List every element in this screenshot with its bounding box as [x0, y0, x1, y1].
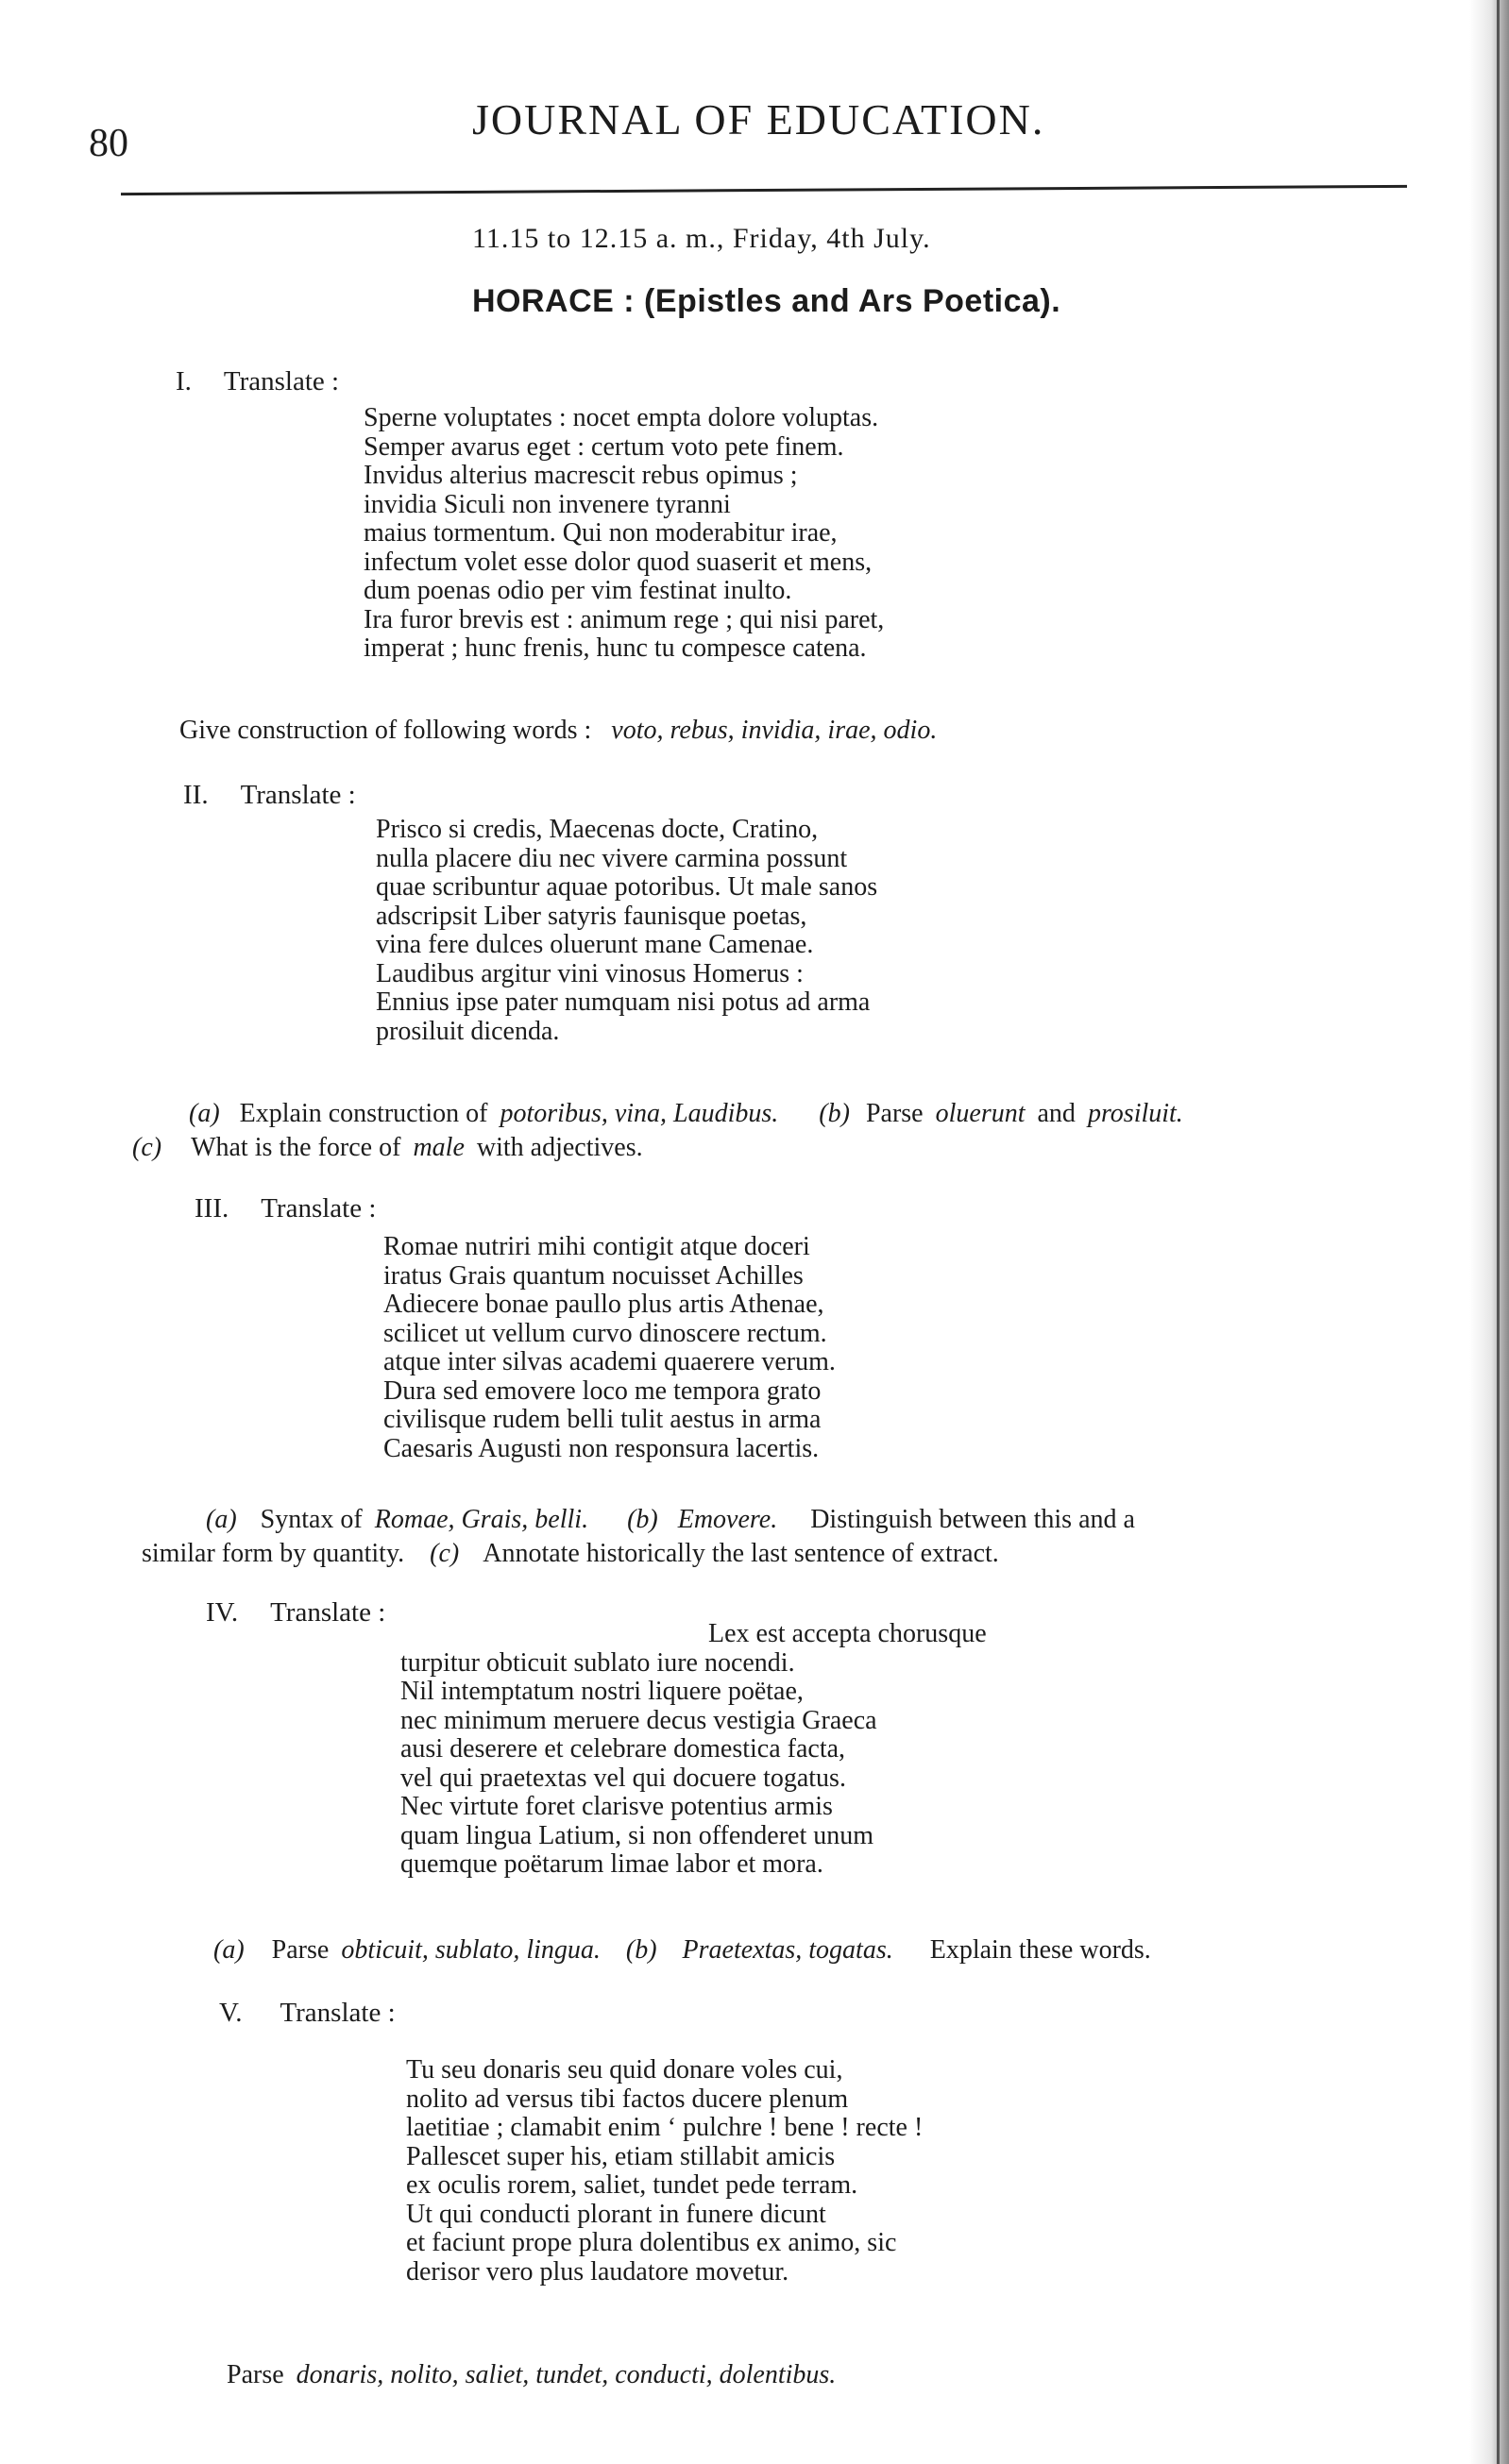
verse-line: civilisque rudem belli tulit aestus in arma — [383, 1405, 822, 1434]
session-time: 11.15 to 12.15 a. m., Friday, 4th July. — [472, 223, 931, 254]
verse-line: Romae nutriri mihi contigit atque doceri — [383, 1232, 810, 1261]
question-3-note-c — [142, 1539, 999, 1569]
verse-line: adscripsit Liber satyris faunisque poetas, — [376, 901, 807, 931]
note-label: (b) — [625, 1935, 657, 1965]
verse-line: maius tormentum. Qui non moderabitur irae, — [364, 518, 838, 548]
note-label: (b) — [819, 1099, 850, 1128]
note-text: Give construction of following words : — [179, 716, 592, 745]
verse-line: et faciunt prope plura dolentibus ex animo, sic — [406, 2228, 897, 2257]
question-3-instruction: Translate : — [261, 1193, 377, 1224]
note-words: potoribus, vina, Laudibus. — [500, 1099, 779, 1128]
verse-line: scilicet ut vellum curvo dinoscere rectum. — [383, 1318, 827, 1348]
verse-line: Dura sed emovere loco me tempora grato — [383, 1375, 822, 1406]
note-label: (b) — [627, 1505, 658, 1534]
note-words: prosiluit. — [1087, 1099, 1183, 1128]
verse-line: ex oculis rorem, saliet, tundet pede terram. — [406, 2170, 858, 2200]
question-1-header — [176, 366, 339, 397]
verse-line: invidia Siculi non invenere tyranni — [364, 489, 731, 519]
verse-line: Lex est accepta chorusque — [708, 1619, 987, 1648]
note-label: (a) — [213, 1935, 245, 1965]
note-label: (c) — [132, 1133, 162, 1162]
note-label: (a) — [189, 1099, 220, 1128]
verse-line: nolito ad versus tibi factos ducere plenum — [406, 2084, 849, 2114]
note-label: (c) — [430, 1539, 460, 1568]
verse-line: Nec virtute foret clarisve potentius armis — [400, 1792, 833, 1821]
verse-line: Sperne voluptates : nocet empta dolore voluptas. — [364, 403, 879, 432]
question-4-verse — [400, 1620, 987, 1880]
note-text: Parse — [227, 2360, 284, 2389]
note-text: Syntax of — [260, 1505, 363, 1534]
question-5-verse — [406, 2056, 923, 2287]
note-text: Explain these words. — [929, 1935, 1151, 1965]
verse-line: dum poenas odio per vim festinat inulto. — [364, 576, 792, 605]
question-3-verse — [383, 1233, 836, 1463]
question-3-numeral: III. — [195, 1193, 229, 1224]
verse-line: nulla placere diu nec vivere carmina possunt — [376, 843, 848, 873]
verse-line: Laudibus argitur vini vinosus Homerus : — [376, 958, 804, 988]
note-label: (a) — [206, 1505, 237, 1534]
verse-line: Nil intemptatum nostri liquere poëtae, — [400, 1677, 804, 1706]
verse-line: Adiecere bonae paullo plus artis Athenae, — [383, 1290, 824, 1319]
paper-title: HORACE : (Epistles and Ars Poetica). — [472, 283, 1061, 319]
verse-line: iratus Grais quantum nocuisset Achilles — [383, 1260, 804, 1291]
note-text: What is the force of — [191, 1133, 401, 1162]
verse-line: Invidus alterius macrescit rebus opimus ; — [364, 461, 798, 490]
question-3-header — [195, 1193, 376, 1224]
verse-line: Tu seu donaris seu quid donare voles cui, — [406, 2055, 843, 2084]
verse-line: Semper avarus eget : certum voto pete finem. — [364, 431, 844, 462]
verse-line: Ut qui conducti plorant in funere dicunt — [406, 2199, 826, 2229]
note-words: obticuit, sublato, lingua. — [341, 1935, 601, 1965]
verse-line: prosiluit dicenda. — [376, 1016, 560, 1046]
verse-line: nec minimum meruere decus vestigia Graeca — [400, 1705, 877, 1735]
header-rule — [121, 185, 1407, 195]
verse-line: vel qui praetextas vel qui docuere togatus. — [400, 1763, 846, 1793]
note-words: donaris, nolito, saliet, tundet, conducti, dolentibus. — [296, 2360, 837, 2389]
note-words: voto, rebus, invidia, irae, odio. — [611, 716, 938, 745]
question-2-instruction: Translate : — [240, 780, 356, 810]
verse-line: laetitiae ; clamabit enim ‘ pulchre ! bene ! recte ! — [406, 2113, 924, 2142]
question-4-numeral: IV. — [206, 1597, 239, 1628]
verse-line: quam lingua Latium, si non offenderet unum — [400, 1820, 874, 1850]
question-2-note-ab — [189, 1099, 1183, 1129]
question-4-note — [213, 1935, 1151, 1966]
question-2-verse — [376, 816, 877, 1046]
verse-line: infectum volet esse dolor quod suaserit et mens, — [364, 547, 873, 577]
question-1-numeral: I. — [176, 366, 192, 397]
question-1-instruction: Translate : — [223, 366, 340, 397]
verse-line: turpitur obticuit sublato iure nocendi. — [400, 1647, 795, 1678]
verse-line: ausi deserere et celebrare domestica facta, — [400, 1734, 846, 1764]
question-5-numeral: V. — [219, 1998, 243, 2028]
question-5-instruction: Translate : — [280, 1998, 396, 2028]
running-title: JOURNAL OF EDUCATION. — [472, 95, 1045, 143]
note-text: Annotate historically the last sentence of extract. — [483, 1539, 999, 1568]
verse-line: vina fere dulces oluerunt mane Camenae. — [376, 930, 814, 959]
question-3-note-ab — [206, 1505, 1135, 1535]
note-words: Romae, Grais, belli. — [374, 1505, 589, 1534]
question-4-instruction: Translate : — [270, 1597, 386, 1628]
question-2-numeral: II. — [183, 780, 209, 810]
page-margin-shadow — [1469, 0, 1509, 2464]
verse-line: quae scribuntur aquae potoribus. Ut male sanos — [376, 872, 878, 902]
verse-line: Ennius ipse pater numquam nisi potus ad arma — [376, 987, 871, 1017]
verse-line: quemque poëtarum limae labor et mora. — [400, 1849, 823, 1879]
note-text: Parse — [865, 1099, 924, 1128]
question-2-note-c — [132, 1133, 643, 1163]
question-5-header — [219, 1998, 396, 2029]
note-text: Distinguish between this and a — [810, 1505, 1135, 1534]
verse-line: Prisco si credis, Maecenas docte, Cratino, — [376, 815, 819, 844]
note-words: male — [413, 1133, 465, 1162]
note-text: and — [1037, 1099, 1076, 1128]
verse-line: Pallescet super his, etiam stillabit amicis — [406, 2141, 836, 2171]
question-2-header — [183, 780, 356, 811]
note-text: Explain construction of — [239, 1099, 488, 1128]
verse-line: imperat ; hunc frenis, hunc tu compesce catena. — [364, 633, 867, 663]
verse-line: derisor vero plus laudatore movetur. — [406, 2256, 789, 2287]
verse-line: Ira furor brevis est : animum rege ; qui nisi paret, — [364, 604, 885, 634]
verse-line: atque inter silvas academi quaerere verum. — [383, 1347, 836, 1376]
note-words: Emovere. — [677, 1505, 778, 1534]
question-4-header — [206, 1597, 385, 1629]
question-1-verse — [364, 404, 884, 664]
question-5-note — [227, 2360, 836, 2390]
binding-edge-line — [1497, 0, 1500, 2464]
note-words: Praetextas, togatas. — [682, 1935, 893, 1965]
note-words: oluerunt — [935, 1099, 1026, 1128]
question-1-note — [179, 716, 937, 746]
note-text: Parse — [271, 1935, 330, 1965]
note-text: with adjectives. — [476, 1133, 643, 1162]
page-number: 80 — [89, 122, 128, 165]
verse-line: Caesaris Augusti non responsura lacertis. — [383, 1433, 820, 1463]
note-text: similar form by quantity. — [142, 1539, 405, 1568]
